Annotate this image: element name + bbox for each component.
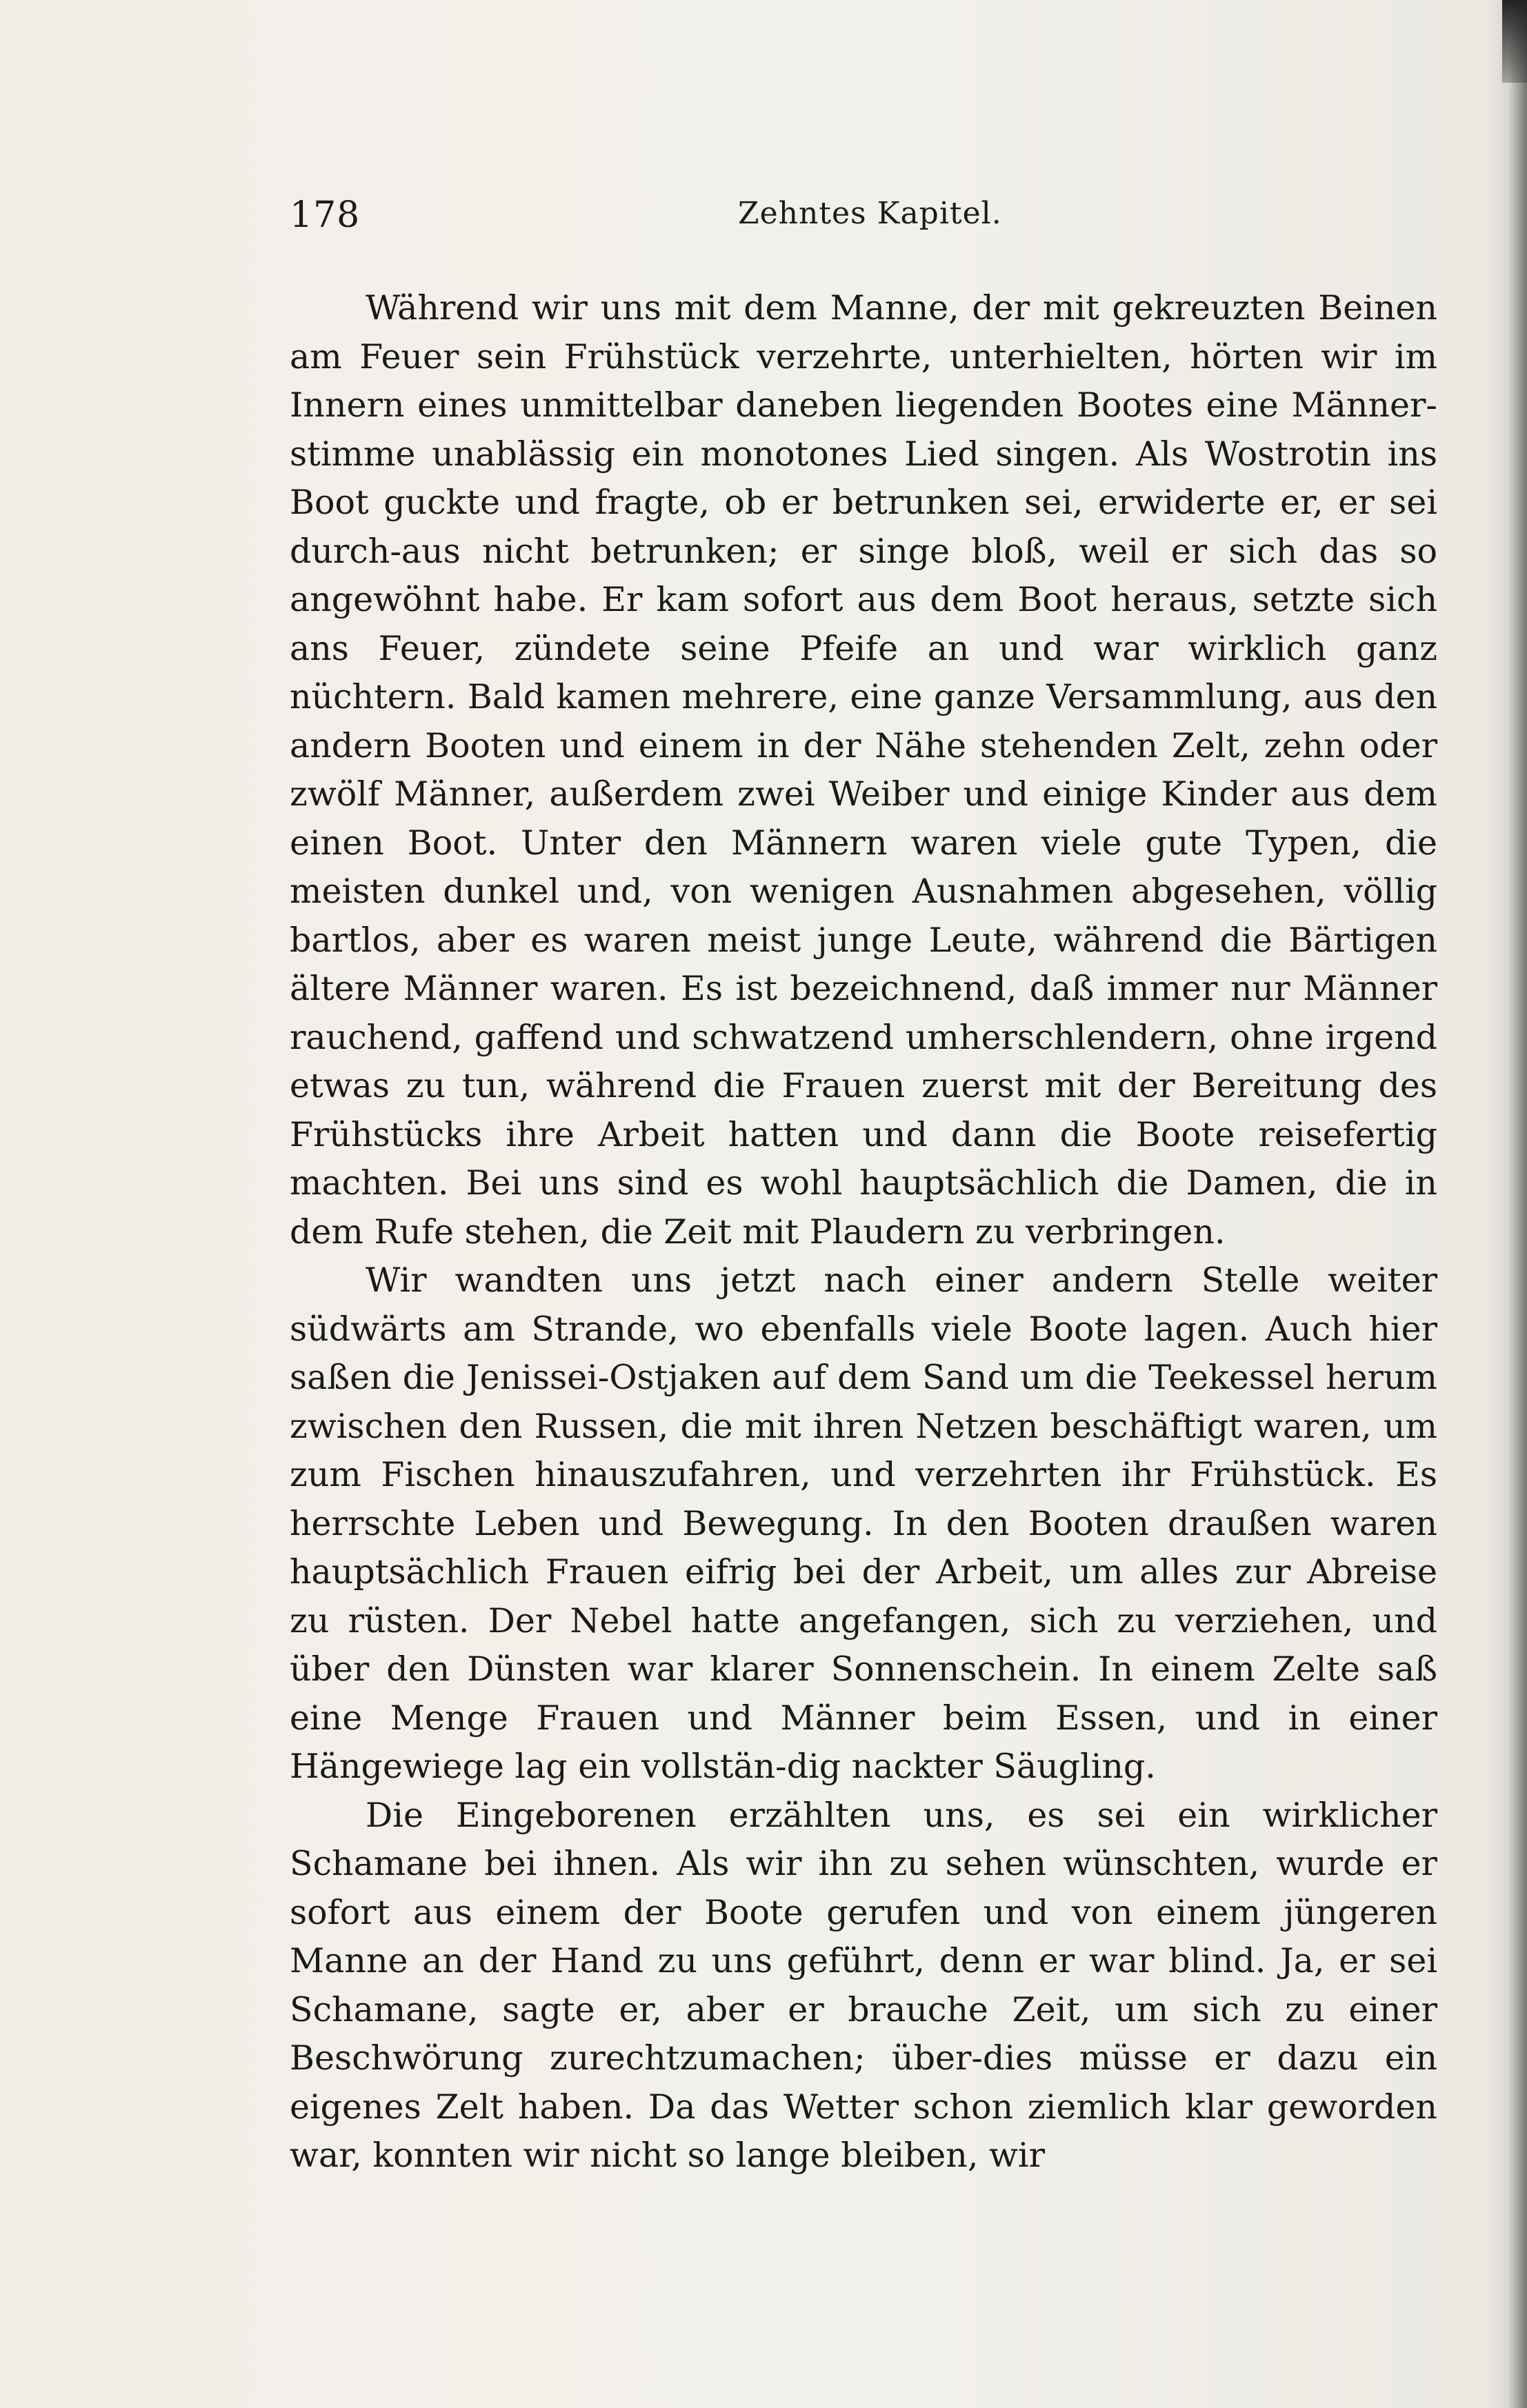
paragraph-2: Wir wandten uns jetzt nach einer andern Stelle weiter südwärts am Strande, wo ebenfalls viele Boote lagen. Auch hier saßen die Jenissei-Ostjaken auf dem Sand um die Teekessel herum zwischen den Russen, die mit ihren Netzen beschäftigt waren, um zum Fischen hinauszufahren, und verzehrten ihr Frühstück. Es herrschte Leben und Bewegung. In den Booten draußen waren hauptsächlich Frauen eifrig bei der Arbeit, um alles zur Abreise zu rüsten. Der Nebel hatte angefangen, sich zu verziehen, und über den Dünsten war klarer Sonnenschein. In einem Zelte saß eine Menge Frauen und Männer beim Essen, und in einer Hängewiege lag ein vollstän-dig nackter Säugling. bbox=[290, 1261, 1437, 1786]
page-header bbox=[290, 194, 1437, 250]
body-text bbox=[290, 284, 1437, 2180]
paragraph-1: Während wir uns mit dem Manne, der mit gekreuzten Beinen am Feuer sein Frühstück verzehrte, unterhielten, hörten wir im Innern eines unmittelbar daneben liegenden Bootes eine Männer-stimme unablässig ein monotones Lied singen. Als Wostrotin ins Boot guckte und fragte, ob er betrunken sei, erwiderte er, er sei durch-aus nicht betrunken; er singe bloß, weil er sich das so angewöhnt habe. Er kam sofort aus dem Boot heraus, setzte sich ans Feuer, zündete seine Pfeife an und war wirklich ganz nüchtern. Bald kamen mehrere, eine ganze Versammlung, aus den andern Booten und einem in der Nähe stehenden Zelt, zehn oder zwölf Männer, außerdem zwei Weiber und einige Kinder aus dem einen Boot. Unter den Männern waren viele gute Typen, die meisten dunkel und, von wenigen Ausnahmen abgesehen, völlig bartlos, aber es waren meist junge Leute, während die Bärtigen ältere Männer waren. Es ist bezeichnend, daß immer nur Männer rauchend, gaffend und schwatzend umherschlendern, ohne irgend etwas zu tun, während die Frauen zuerst mit der Bereitung des Frühstücks ihre Arbeit hatten und dann die Boote reisefertig machten. Bei uns sind es wohl hauptsächlich die Damen, die in dem Rufe stehen, die Zeit mit Plaudern zu verbringen. bbox=[290, 288, 1437, 1252]
page-corner-shadow bbox=[1502, 0, 1527, 83]
running-head: Zehntes Kapitel. bbox=[738, 196, 1002, 231]
page-number: 178 bbox=[290, 194, 361, 236]
paragraph-3: Die Eingeborenen erzählten uns, es sei ein wirklicher Schamane bei ihnen. Als wir ihn zu sehen wünschten, wurde er sofort aus einem der Boote gerufen und von einem jüngeren Manne an der Hand zu uns geführt, denn er war blind. Ja, er sei Schamane, sagte er, aber er brauche Zeit, um sich zu einer Beschwörung zurechtzumachen; über-dies müsse er dazu ein eigenes Zelt haben. Da das Wetter schon ziemlich klar geworden war, konnten wir nicht so lange bleiben, wir bbox=[290, 1795, 1437, 2175]
page-edge-shadow bbox=[1486, 0, 1527, 2408]
